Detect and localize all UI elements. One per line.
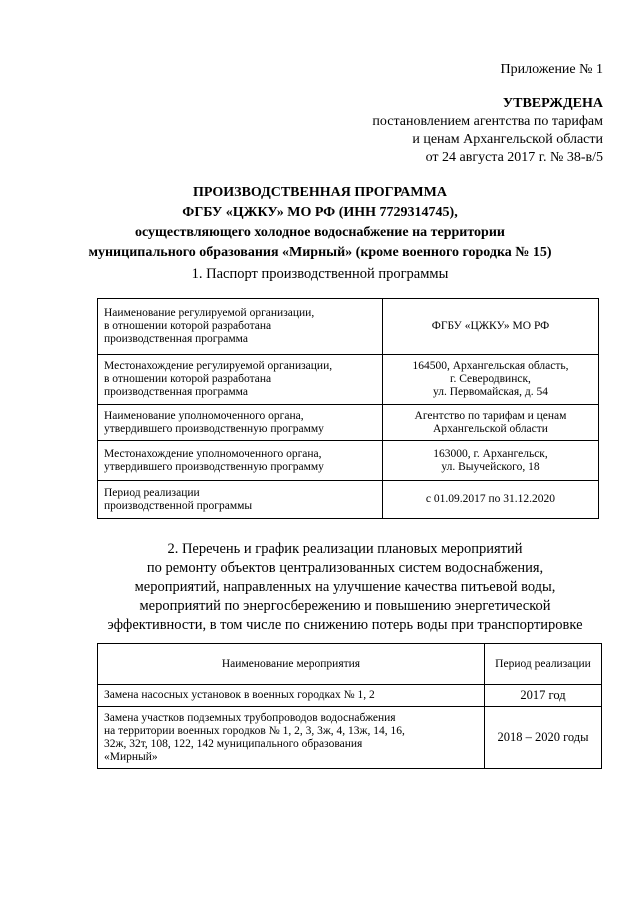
passport-table — [97, 298, 599, 519]
table-header-row — [98, 644, 602, 685]
heading-line: мероприятий, направленных на улучшение качества питьевой воды, — [134, 579, 556, 595]
cell-line: производственная программа — [104, 386, 248, 398]
cell-line: Архангельской области — [433, 422, 548, 435]
measures-table — [97, 643, 602, 769]
cell-line: 164500, Архангельская область, — [412, 360, 569, 372]
approval-title: УТВЕРЖДЕНА — [502, 96, 603, 111]
heading-line: 2. Перечень и график реализации плановых мероприятий — [167, 541, 523, 557]
appendix-label: Приложение № 1 — [500, 62, 603, 77]
cell-line: в отношении которой разработана — [104, 320, 272, 332]
cell-line: г. Северодвинск, — [450, 373, 531, 385]
section2-heading — [60, 540, 630, 635]
passport-value-cell — [383, 405, 599, 441]
passport-label-cell — [98, 299, 383, 355]
column-header-period: Период реализации — [485, 644, 602, 685]
cell-line: 32ж, 32т, 108, 122, 142 муниципального образования — [104, 737, 363, 750]
cell-line: Местонахождение уполномоченного органа, — [104, 447, 322, 460]
heading-line: эффективности, в том числе по снижению потерь воды при транспортировке — [107, 617, 583, 633]
title-line: осуществляющего холодное водоснабжение на территории — [135, 225, 505, 240]
cell-line: ул. Первомайская, д. 54 — [433, 386, 548, 398]
cell-line: Наименование регулируемой организации, — [104, 307, 315, 319]
measure-period-cell: 2018 – 2020 годы — [485, 707, 602, 769]
table-row — [98, 685, 602, 707]
passport-value-cell — [383, 441, 599, 481]
cell-line: Местонахождение регулируемой организации, — [104, 360, 333, 372]
cell-line: ФГБУ «ЦЖКУ» МО РФ — [431, 320, 550, 332]
cell-line: в отношении которой разработана — [104, 373, 272, 385]
approval-block — [372, 95, 603, 167]
cell-line: на территории военных городков № 1, 2, 3, 3ж, 4, 13ж, 14, 16, — [104, 724, 405, 737]
passport-label-cell — [98, 481, 383, 519]
table-row — [98, 707, 602, 769]
cell-line: Замена насосных установок в военных городках № 1, 2 — [104, 689, 375, 701]
document-title — [80, 183, 560, 263]
cell-line: ул. Выучейского, 18 — [441, 460, 540, 473]
cell-line: утвердившего производственную программу — [104, 422, 324, 435]
cell-line: 163000, г. Архангельск, — [433, 447, 548, 460]
measure-period-cell: 2017 год — [485, 685, 602, 707]
cell-line: производственной программы — [104, 499, 253, 512]
cell-line: Наименование уполномоченного органа, — [104, 409, 304, 422]
table-row — [98, 299, 599, 355]
column-header-name: Наименование мероприятия — [98, 644, 485, 685]
table-row — [98, 481, 599, 519]
table-row — [98, 441, 599, 481]
approval-line: постановлением агентства по тарифам — [372, 114, 603, 129]
section1-heading: 1. Паспорт производственной программы — [191, 266, 449, 282]
title-line: ФГБУ «ЦЖКУ» МО РФ (ИНН 7729314745), — [182, 205, 458, 220]
table-row — [98, 405, 599, 441]
passport-value-cell — [383, 355, 599, 405]
approval-line: и ценам Архангельской области — [412, 132, 603, 147]
cell-line: производственная программа — [104, 333, 248, 345]
title-line: ПРОИЗВОДСТВЕННАЯ ПРОГРАММА — [193, 185, 447, 200]
cell-line: Агентство по тарифам и ценам — [414, 409, 567, 422]
cell-line: «Мирный» — [104, 750, 158, 763]
measure-name-cell — [98, 707, 485, 769]
cell-line: Замена участков подземных трубопроводов водоснабжения — [104, 711, 396, 724]
approval-line: от 24 августа 2017 г. № 38-в/5 — [425, 150, 603, 165]
cell-line: Период реализации — [104, 486, 200, 499]
passport-value-cell — [383, 299, 599, 355]
heading-line: по ремонту объектов централизованных систем водоснабжения, — [146, 560, 544, 576]
measure-name-cell — [98, 685, 485, 707]
cell-line: с 01.09.2017 по 31.12.2020 — [425, 493, 556, 505]
cell-line: утвердившего производственную программу — [104, 460, 324, 473]
passport-label-cell — [98, 441, 383, 481]
passport-value-cell — [383, 481, 599, 519]
passport-label-cell — [98, 405, 383, 441]
passport-label-cell — [98, 355, 383, 405]
heading-line: мероприятий по энергосбережению и повышению энергетической — [139, 598, 551, 614]
title-line: муниципального образования «Мирный» (кроме военного городка № 15) — [88, 245, 552, 260]
table-row — [98, 355, 599, 405]
